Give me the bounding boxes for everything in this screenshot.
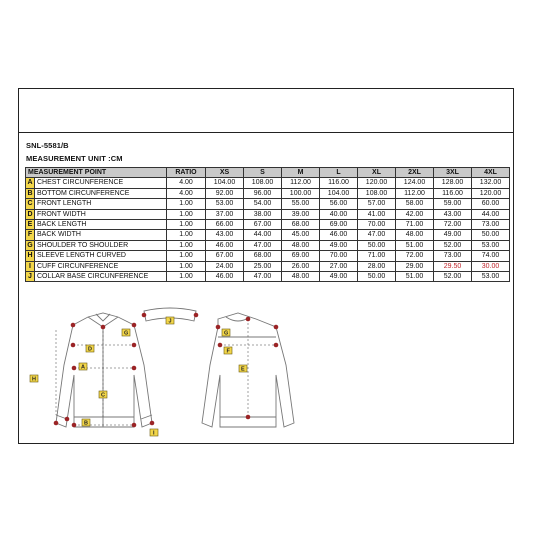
size-value-cell: 53.00 xyxy=(472,240,510,250)
size-value-cell: 53.00 xyxy=(206,199,244,209)
size-value-cell: 66.00 xyxy=(206,220,244,230)
table-header-row xyxy=(26,168,510,178)
ratio-cell: 1.00 xyxy=(167,230,206,240)
size-value-cell: 43.00 xyxy=(206,230,244,240)
front-jacket-outline xyxy=(56,313,152,427)
size-value-cell: 108.00 xyxy=(244,178,282,188)
size-value-cell: 39.00 xyxy=(282,209,320,219)
ratio-cell: 1.00 xyxy=(167,209,206,219)
column-header: 2XL xyxy=(396,168,434,178)
size-value-cell: 120.00 xyxy=(472,188,510,198)
column-header: XL xyxy=(358,168,396,178)
size-value-cell: 69.00 xyxy=(320,220,358,230)
measurement-unit: MEASUREMENT UNIT :CM xyxy=(26,154,123,163)
size-value-cell: 70.00 xyxy=(358,220,396,230)
size-value-cell: 48.00 xyxy=(282,272,320,282)
point-code-badge: H xyxy=(27,252,33,260)
size-value-cell: 42.00 xyxy=(396,209,434,219)
size-value-cell: 112.00 xyxy=(396,188,434,198)
label-F xyxy=(224,347,232,355)
size-value-cell: 92.00 xyxy=(206,188,244,198)
size-value-cell: 49.00 xyxy=(320,272,358,282)
ratio-cell: 1.00 xyxy=(167,220,206,230)
size-value-cell: 51.00 xyxy=(396,272,434,282)
size-value-cell: 100.00 xyxy=(282,188,320,198)
size-value-cell: 72.00 xyxy=(434,220,472,230)
measurement-point-name: CHEST CIRCUNFERENCE xyxy=(35,178,167,188)
table-row xyxy=(26,220,510,230)
size-value-cell: 68.00 xyxy=(244,251,282,261)
svg-text:D: D xyxy=(88,346,92,353)
size-value-cell: 44.00 xyxy=(472,209,510,219)
ratio-cell: 1.00 xyxy=(167,240,206,250)
size-value-cell: 46.00 xyxy=(206,240,244,250)
point-code-badge: I xyxy=(26,261,35,271)
svg-text:I: I xyxy=(153,430,155,437)
size-value-cell: 59.00 xyxy=(434,199,472,209)
point-code-badge: F xyxy=(26,230,35,240)
svg-text:B: B xyxy=(84,420,88,427)
size-value-cell: 71.00 xyxy=(396,220,434,230)
label-A xyxy=(79,363,87,371)
svg-text:J: J xyxy=(168,318,172,325)
column-header: L xyxy=(320,168,358,178)
size-value-cell: 124.00 xyxy=(396,178,434,188)
column-header: 4XL xyxy=(472,168,510,178)
size-value-cell: 44.00 xyxy=(244,230,282,240)
size-value-cell: 54.00 xyxy=(244,199,282,209)
size-value-cell: 49.00 xyxy=(434,230,472,240)
size-value-cell: 29.50 xyxy=(434,261,472,271)
label-C xyxy=(99,391,107,399)
size-value-cell: 104.00 xyxy=(320,188,358,198)
point-code-badge: G xyxy=(27,241,33,249)
measurement-point-name: CUFF CIRCUNFERENCE xyxy=(35,261,167,271)
size-value-cell: 67.00 xyxy=(244,220,282,230)
measurement-point-name: COLLAR BASE CIRCUNFERENCE xyxy=(35,272,167,282)
label-B xyxy=(82,419,90,427)
size-value-cell: 47.00 xyxy=(358,230,396,240)
point-code-badge: D xyxy=(27,210,33,218)
size-value-cell: 57.00 xyxy=(358,199,396,209)
size-value-cell: 26.00 xyxy=(282,261,320,271)
size-value-cell: 73.00 xyxy=(434,251,472,261)
size-value-cell: 112.00 xyxy=(282,178,320,188)
size-value-cell: 37.00 xyxy=(206,209,244,219)
size-value-cell: 96.00 xyxy=(244,188,282,198)
point-code-badge: J xyxy=(26,272,35,282)
measurement-point-name: BACK WIDTH xyxy=(35,230,167,240)
size-value-cell: 53.00 xyxy=(472,272,510,282)
size-value-cell: 104.00 xyxy=(206,178,244,188)
size-value-cell: 46.00 xyxy=(206,272,244,282)
column-header: XS xyxy=(206,168,244,178)
size-value-cell: 50.00 xyxy=(358,272,396,282)
back-jacket-outline xyxy=(202,313,294,427)
table-row xyxy=(26,261,510,271)
size-value-cell: 50.00 xyxy=(472,230,510,240)
size-value-cell: 67.00 xyxy=(206,251,244,261)
size-value-cell: 40.00 xyxy=(320,209,358,219)
size-value-cell: 68.00 xyxy=(282,220,320,230)
svg-text:F: F xyxy=(226,348,230,355)
svg-text:H: H xyxy=(32,376,36,383)
size-value-cell: 25.00 xyxy=(244,261,282,271)
size-value-cell: 27.00 xyxy=(320,261,358,271)
size-value-cell: 71.00 xyxy=(358,251,396,261)
size-value-cell: 48.00 xyxy=(396,230,434,240)
measurement-point-name: SLEEVE LENGTH CURVED xyxy=(35,251,167,261)
table-row xyxy=(26,272,510,282)
size-value-cell: 69.00 xyxy=(282,251,320,261)
table-row xyxy=(26,230,510,240)
table-row xyxy=(26,188,510,198)
size-value-cell: 73.00 xyxy=(472,220,510,230)
size-value-cell: 30.00 xyxy=(472,261,510,271)
header-divider xyxy=(19,132,513,133)
size-value-cell: 50.00 xyxy=(358,240,396,250)
size-value-cell: 52.00 xyxy=(434,240,472,250)
table-row xyxy=(26,251,510,261)
svg-text:E: E xyxy=(241,366,245,373)
svg-text:G: G xyxy=(124,330,129,337)
size-value-cell: 48.00 xyxy=(282,240,320,250)
size-value-cell: 49.00 xyxy=(320,240,358,250)
measurement-point-name: FRONT LENGTH xyxy=(35,199,167,209)
size-value-cell: 128.00 xyxy=(434,178,472,188)
column-header: S xyxy=(244,168,282,178)
table-body xyxy=(26,178,510,282)
measurement-point-name: BOTTOM CIRCUNFERENCE xyxy=(35,188,167,198)
table-row xyxy=(26,199,510,209)
label-G-front xyxy=(122,329,130,337)
point-code-badge: B xyxy=(27,189,33,197)
size-value-cell: 46.00 xyxy=(320,230,358,240)
point-code-badge: A xyxy=(27,179,33,187)
size-value-cell: 116.00 xyxy=(320,178,358,188)
size-value-cell: 116.00 xyxy=(434,188,472,198)
size-value-cell: 60.00 xyxy=(472,199,510,209)
column-header: M xyxy=(282,168,320,178)
size-value-cell: 45.00 xyxy=(282,230,320,240)
size-value-cell: 72.00 xyxy=(396,251,434,261)
table-row xyxy=(26,178,510,188)
size-value-cell: 70.00 xyxy=(320,251,358,261)
size-value-cell: 108.00 xyxy=(358,188,396,198)
jacket-technical-sketch xyxy=(26,305,316,440)
svg-text:A: A xyxy=(81,364,85,371)
size-value-cell: 52.00 xyxy=(434,272,472,282)
column-header: RATIO xyxy=(167,168,206,178)
size-value-cell: 43.00 xyxy=(434,209,472,219)
size-value-cell: 56.00 xyxy=(320,199,358,209)
size-value-cell: 120.00 xyxy=(358,178,396,188)
measurement-point-name: BACK LENGTH xyxy=(35,220,167,230)
label-J xyxy=(166,317,174,325)
table-row xyxy=(26,209,510,219)
label-I xyxy=(150,429,158,437)
measurement-table xyxy=(25,167,510,282)
point-code-badge: E xyxy=(26,220,35,230)
size-value-cell: 58.00 xyxy=(396,199,434,209)
label-G-back xyxy=(222,329,230,337)
size-value-cell: 74.00 xyxy=(472,251,510,261)
size-value-cell: 28.00 xyxy=(358,261,396,271)
label-E xyxy=(239,365,247,373)
size-value-cell: 29.00 xyxy=(396,261,434,271)
point-code-badge: C xyxy=(27,200,33,208)
ratio-cell: 1.00 xyxy=(167,199,206,209)
size-value-cell: 41.00 xyxy=(358,209,396,219)
style-code: SNL-5581/B xyxy=(26,141,69,150)
size-value-cell: 132.00 xyxy=(472,178,510,188)
measurement-point-name: FRONT WIDTH xyxy=(35,209,167,219)
label-D xyxy=(86,345,94,353)
size-value-cell: 55.00 xyxy=(282,199,320,209)
ratio-cell: 1.00 xyxy=(167,261,206,271)
column-header: MEASUREMENT POINT xyxy=(26,168,167,178)
measurement-point-name: SHOULDER TO SHOULDER xyxy=(35,240,167,250)
ratio-cell: 4.00 xyxy=(167,178,206,188)
size-value-cell: 51.00 xyxy=(396,240,434,250)
label-H xyxy=(30,375,38,383)
size-value-cell: 38.00 xyxy=(244,209,282,219)
table-row xyxy=(26,240,510,250)
size-value-cell: 47.00 xyxy=(244,272,282,282)
ratio-cell: 1.00 xyxy=(167,251,206,261)
ratio-cell: 1.00 xyxy=(167,272,206,282)
ratio-cell: 4.00 xyxy=(167,188,206,198)
size-value-cell: 24.00 xyxy=(206,261,244,271)
svg-text:C: C xyxy=(101,392,105,399)
column-header: 3XL xyxy=(434,168,472,178)
svg-text:G: G xyxy=(224,330,229,337)
size-value-cell: 47.00 xyxy=(244,240,282,250)
